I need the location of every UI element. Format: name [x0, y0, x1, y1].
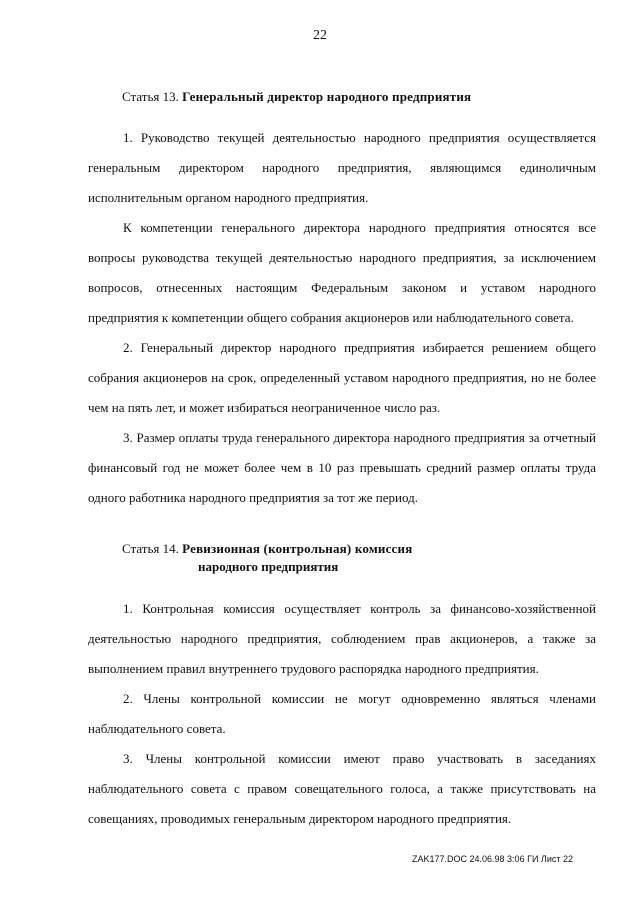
article-13-paragraph-1: 1. Руководство текущей деятельностью народного предприятия осуществляется генеральным директором народного предприятия, являющимся единоличным исполнительным органом народного предприятия. [88, 130, 596, 205]
page-number: 22 [313, 28, 327, 43]
article-14-title-line-2: народного предприятия [198, 559, 339, 574]
article-14-paragraph-2: 2. Члены контрольной комиссии не могут одновременно являться членами наблюдательного совета. [88, 691, 596, 736]
article-13-label: Статья 13. [122, 89, 179, 104]
article-14-heading [122, 540, 412, 576]
article-14-paragraph-3: 3. Члены контрольной комиссии имеют право участвовать в заседаниях наблюдательного совета с правом совещательного голоса, а также присутствовать на совещаниях, проводимых генеральным директором народного предприятия. [88, 751, 596, 826]
article-13-heading [122, 88, 471, 106]
document-footer: ZAK177.DOC 24.06.98 3:06 ГИ Лист 22 [412, 854, 573, 864]
article-14-label: Статья 14. [122, 541, 179, 556]
article-13-paragraph-3: 2. Генеральный директор народного предприятия избирается решением общего собрания акционеров на срок, определенный уставом народного предприятия, но не более чем на пять лет, и может избираться неограниченное число раз. [88, 340, 596, 415]
article-13-paragraph-2: К компетенции генерального директора народного предприятия относятся все вопросы руководства текущей деятельностью народного предприятия, за исключением вопросов, отнесенных настоящим Федеральным законом и уставом народного предприятия к компетенции общего собрания акционеров или наблюдательного совета. [88, 220, 596, 325]
article-13-paragraph-4: 3. Размер оплаты труда генерального директора народного предприятия за отчетный финансовый год не может более чем в 10 раз превышать средний размер оплаты труда одного работника народного предприятия за тот же период. [88, 430, 596, 505]
article-14-paragraph-1: 1. Контрольная комиссия осуществляет контроль за финансово-хозяйственной деятельностью народного предприятия, соблюдением прав акционеров, а также за выполнением правил внутреннего трудового распорядка народного предприятия. [88, 601, 596, 676]
article-13-title: Генеральный директор народного предприятия [182, 89, 472, 104]
article-14-title: Ревизионная (контрольная) комиссия [182, 541, 413, 556]
